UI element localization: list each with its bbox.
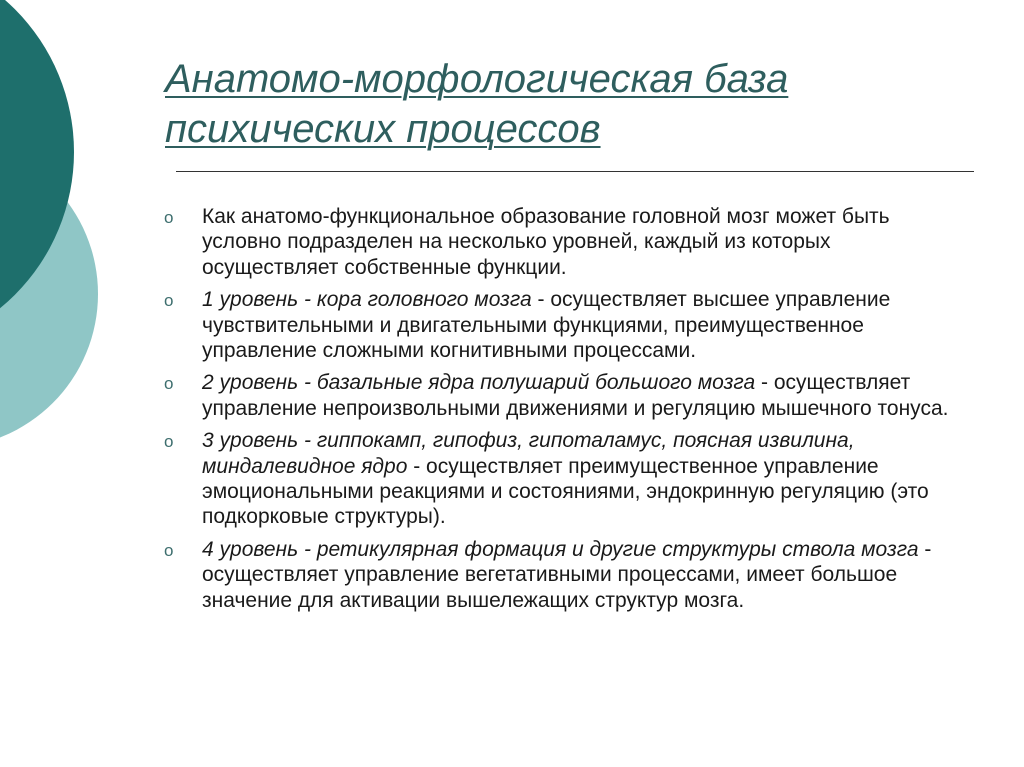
- bullet-icon: o: [164, 540, 174, 560]
- item-text: Как анатомо-функциональное образование головной мозг может быть условно подразделен на несколько уровней, каждый из которых осуществляет собственные функции.: [202, 205, 890, 279]
- level-label: 4 уровень - ретикулярная формация и другие структуры ствола мозга: [202, 537, 919, 561]
- level-label: 2 уровень - базальные ядра полушарий большого мозга: [202, 371, 756, 395]
- item-text: - осуществляет преимущественное управление эмоциональными реакциями и состояниями, эндокринную регуляцию (это подкорковые структуры).: [202, 454, 929, 529]
- bullet-list: [160, 204, 960, 620]
- level-label: 1 уровень - кора головного мозга: [202, 288, 532, 312]
- list-item: [160, 370, 960, 421]
- level-label: 3 уровень - гиппокамп, гипофиз, гипоталамус, поясная извилина, миндалевидное ядро: [202, 429, 855, 478]
- list-item: [160, 204, 960, 280]
- item-text: - осуществляет высшее управление чувствительными и двигательными функциями, преимущественное управление сложными когнитивными процессами.: [202, 288, 891, 363]
- title-divider: [176, 171, 974, 172]
- bullet-icon: o: [164, 291, 174, 311]
- list-item: [160, 537, 960, 613]
- item-text: - осуществляет управление вегетативными процессами, имеет большое значение для активации вышележащих структур мозга.: [202, 537, 932, 612]
- slide-title: Анатомо-морфологическая база психических процессов: [165, 57, 789, 151]
- bullet-icon: o: [164, 374, 174, 394]
- bullet-icon: o: [164, 432, 174, 452]
- item-text: - осуществляет управление непроизвольными движениями и регуляцию мышечного тонуса.: [202, 371, 949, 420]
- bullet-icon: o: [164, 208, 174, 227]
- list-item: [160, 428, 960, 530]
- list-item: [160, 287, 960, 363]
